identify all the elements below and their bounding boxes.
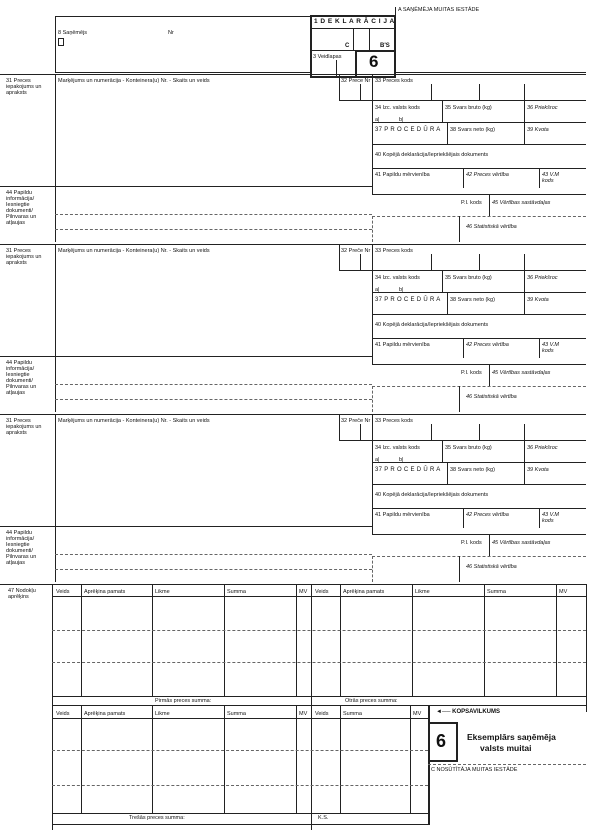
goods-3-field-34b: b| [399,457,404,463]
goods-1-field-37-label: 37 P R O C E D Ū R A [375,127,441,133]
goods-3-field-33-label: 33 Preces kods [375,418,413,424]
copy-purpose-line-1: Eksemplārs saņēmēja [467,732,556,742]
goods-1-field-31-description: Marķējums un numerācija - Konteinera(u) Nr. - Skaits un veids [58,78,210,84]
goods-3-field-38-label: 38 Svars neto (kg) [450,467,495,473]
tax-col-right-rate: Likme [415,589,430,595]
goods-2-field-44-label: 44 Papildu informācija/ Iesniegtie dokumenti/ Pilnvaras un atļaujas [6,360,37,396]
goods-1-field-38-label: 38 Svars neto (kg) [450,127,495,133]
copy-number: 6 [436,731,447,751]
customs-office-a-label: A SAŅĒMĒJA MUITAS IESTĀDE [398,7,480,13]
goods-3-field-31-label: 31 Preces iepakojums un apraksts [6,418,42,436]
goods-3-field-39-label: 39 Kvota [527,467,549,473]
tax-col-right-base: Aprēķina pamats [343,589,385,595]
goods-1-field-34a: a| [375,117,380,123]
field-8-label: 8 Saņēmējs [58,30,88,36]
goods-1-field-41-label: 41 Papildu mērvienība [375,172,430,178]
goods-3-field-37-label: 37 P R O C E D Ū R A [375,467,441,473]
goods-2-field-31-label: 31 Preces iepakojums un apraksts [6,248,42,266]
goods-2-field-35-label: 35 Svars bruto (kg) [445,275,492,281]
field-8-nr-label: Nr [168,30,174,36]
goods-1-field-31-label: 31 Preces iepakojums un apraksts [6,78,42,96]
second-goods-sum-label: Otrās preces summa: [345,698,398,704]
goods-2-field-38-label: 38 Svars neto (kg) [450,297,495,303]
tax2-col-right-type: Veids [315,711,329,717]
goods-1-field-46-label: 46 Statistiskā vērtība [466,224,517,230]
goods-1-field-35-label: 35 Svars bruto (kg) [445,105,492,111]
goods-1-field-45-label: 45 Vērtības sastāvdaļas [492,200,551,206]
goods-2-field-34a: a| [375,287,380,293]
goods-1-field-39-label: 39 Kvota [527,127,549,133]
field-47-label: 47 Nodokļu aprēķins [8,588,36,600]
c-mark: C [345,43,350,49]
goods-2-field-40-label: 40 Kopējā deklarācija/Iepriekšējais dokuments [375,322,489,328]
goods-1-field-43-label: 43 V.M kods [542,172,560,184]
goods-3-field-43-label: 43 V.M kods [542,512,560,524]
goods-1-field-44-label: 44 Papildu informācija/ Iesniegtie dokumenti/ Pilnvaras un atļaujas [6,190,37,226]
goods-3-field-36-label: 36 Priekšroc [527,445,558,451]
goods-3-field-44-label: 44 Papildu informācija/ Iesniegtie dokumenti/ Pilnvaras un atļaujas [6,530,37,566]
sender-customs-office-label: C NOSŪTĪTĀJA MUITAS IESTĀDE [431,767,518,773]
goods-3-field-32-label: 32 Preče Nr [341,418,371,424]
tax2-col-right-mv: MV [413,711,422,717]
goods-2-field-32-label: 32 Preče Nr [341,248,371,254]
goods-3-field-34a: a| [375,457,380,463]
goods-2-field-46-label: 46 Statistiskā vērtība [466,394,517,400]
tax2-col-left-base: Aprēķina pamats [84,711,126,717]
goods-2-field-42-label: 42 Preces vērtība [466,342,509,348]
goods-2-field-36-label: 36 Priekšroc [527,275,558,281]
goods-1-pi-code-label: P.I. kods [461,200,482,206]
goods-3-field-42-label: 42 Preces vērtība [466,512,509,518]
goods-3-field-34-label: 34 Izc. valsts kods [375,445,420,451]
goods-3-field-45-label: 45 Vērtības sastāvdaļas [492,540,551,546]
declaration-title: 1 D E K L A R Ā C I J A [314,18,395,25]
tax-col-left-sum: Summa [227,589,246,595]
third-goods-sum-label: Trešās preces summa: [129,815,185,821]
goods-1-field-34-label: 34 Izc. valsts kods [375,105,420,111]
copy-purpose-line-2: valsts muitai [480,743,532,753]
tax-col-left-rate: Likme [155,589,170,595]
goods-3-field-35-label: 35 Svars bruto (kg) [445,445,492,451]
goods-1-field-34b: b| [399,117,404,123]
goods-2-field-45-label: 45 Vērtības sastāvdaļas [492,370,551,376]
tax2-col-right-sum: Summa [343,711,362,717]
goods-3-field-46-label: 46 Statistiskā vērtība [466,564,517,570]
goods-2-field-39-label: 39 Kvota [527,297,549,303]
tax2-col-left-sum: Summa [227,711,246,717]
goods-1-field-42-label: 42 Preces vērtība [466,172,509,178]
field-3-label: 3 Veidlapas [313,54,342,60]
goods-2-field-43-label: 43 V.M kods [542,342,560,354]
tax2-col-left-type: Veids [56,711,70,717]
goods-1-field-33-label: 33 Preces kods [375,78,413,84]
first-goods-sum-label: Pirmās preces summa: [155,698,212,704]
tax2-col-left-mv: MV [299,711,308,717]
goods-2-field-31-description: Marķējums un numerācija - Konteinera(u) Nr. - Skaits un veids [58,248,210,254]
goods-2-field-34b: b| [399,287,404,293]
goods-1-field-40-label: 40 Kopējā deklarācija/Iepriekšējais dokuments [375,152,489,158]
summary-label: ◄── KOPSAVILKUMS [436,709,500,715]
tax-col-left-type: Veids [56,589,70,595]
goods-2-field-34-label: 34 Izc. valsts kods [375,275,420,281]
tax-col-right-type: Veids [315,589,329,595]
goods-2-field-33-label: 33 Preces kods [375,248,413,254]
goods-3-field-41-label: 41 Papildu mērvienība [375,512,430,518]
tax-col-right-mv: MV [559,589,568,595]
bs-mark: B'S [380,43,390,49]
goods-2-pi-code-label: P.I. kods [461,370,482,376]
tax-col-right-sum: Summa [487,589,506,595]
form-number: 6 [369,52,379,71]
field-8-checkbox[interactable] [58,38,64,46]
goods-1-field-32-label: 32 Prece Nr [341,78,371,84]
ks-label: K.S. [318,815,329,821]
goods-3-field-40-label: 40 Kopējā deklarācija/Iepriekšējais dokuments [375,492,489,498]
goods-3-pi-code-label: P.I. kods [461,540,482,546]
goods-2-field-37-label: 37 P R O C E D Ū R A [375,297,441,303]
goods-2-field-41-label: 41 Papildu mērvienība [375,342,430,348]
tax-col-left-base: Aprēķina pamats [84,589,126,595]
goods-3-field-31-description: Marķējums un numerācija - Konteinera(u) Nr. - Skaits un veids [58,418,210,424]
tax2-col-left-rate: Likme [155,711,170,717]
goods-1-field-36-label: 36 Priekšroc [527,105,558,111]
tax-col-left-mv: MV [299,589,308,595]
